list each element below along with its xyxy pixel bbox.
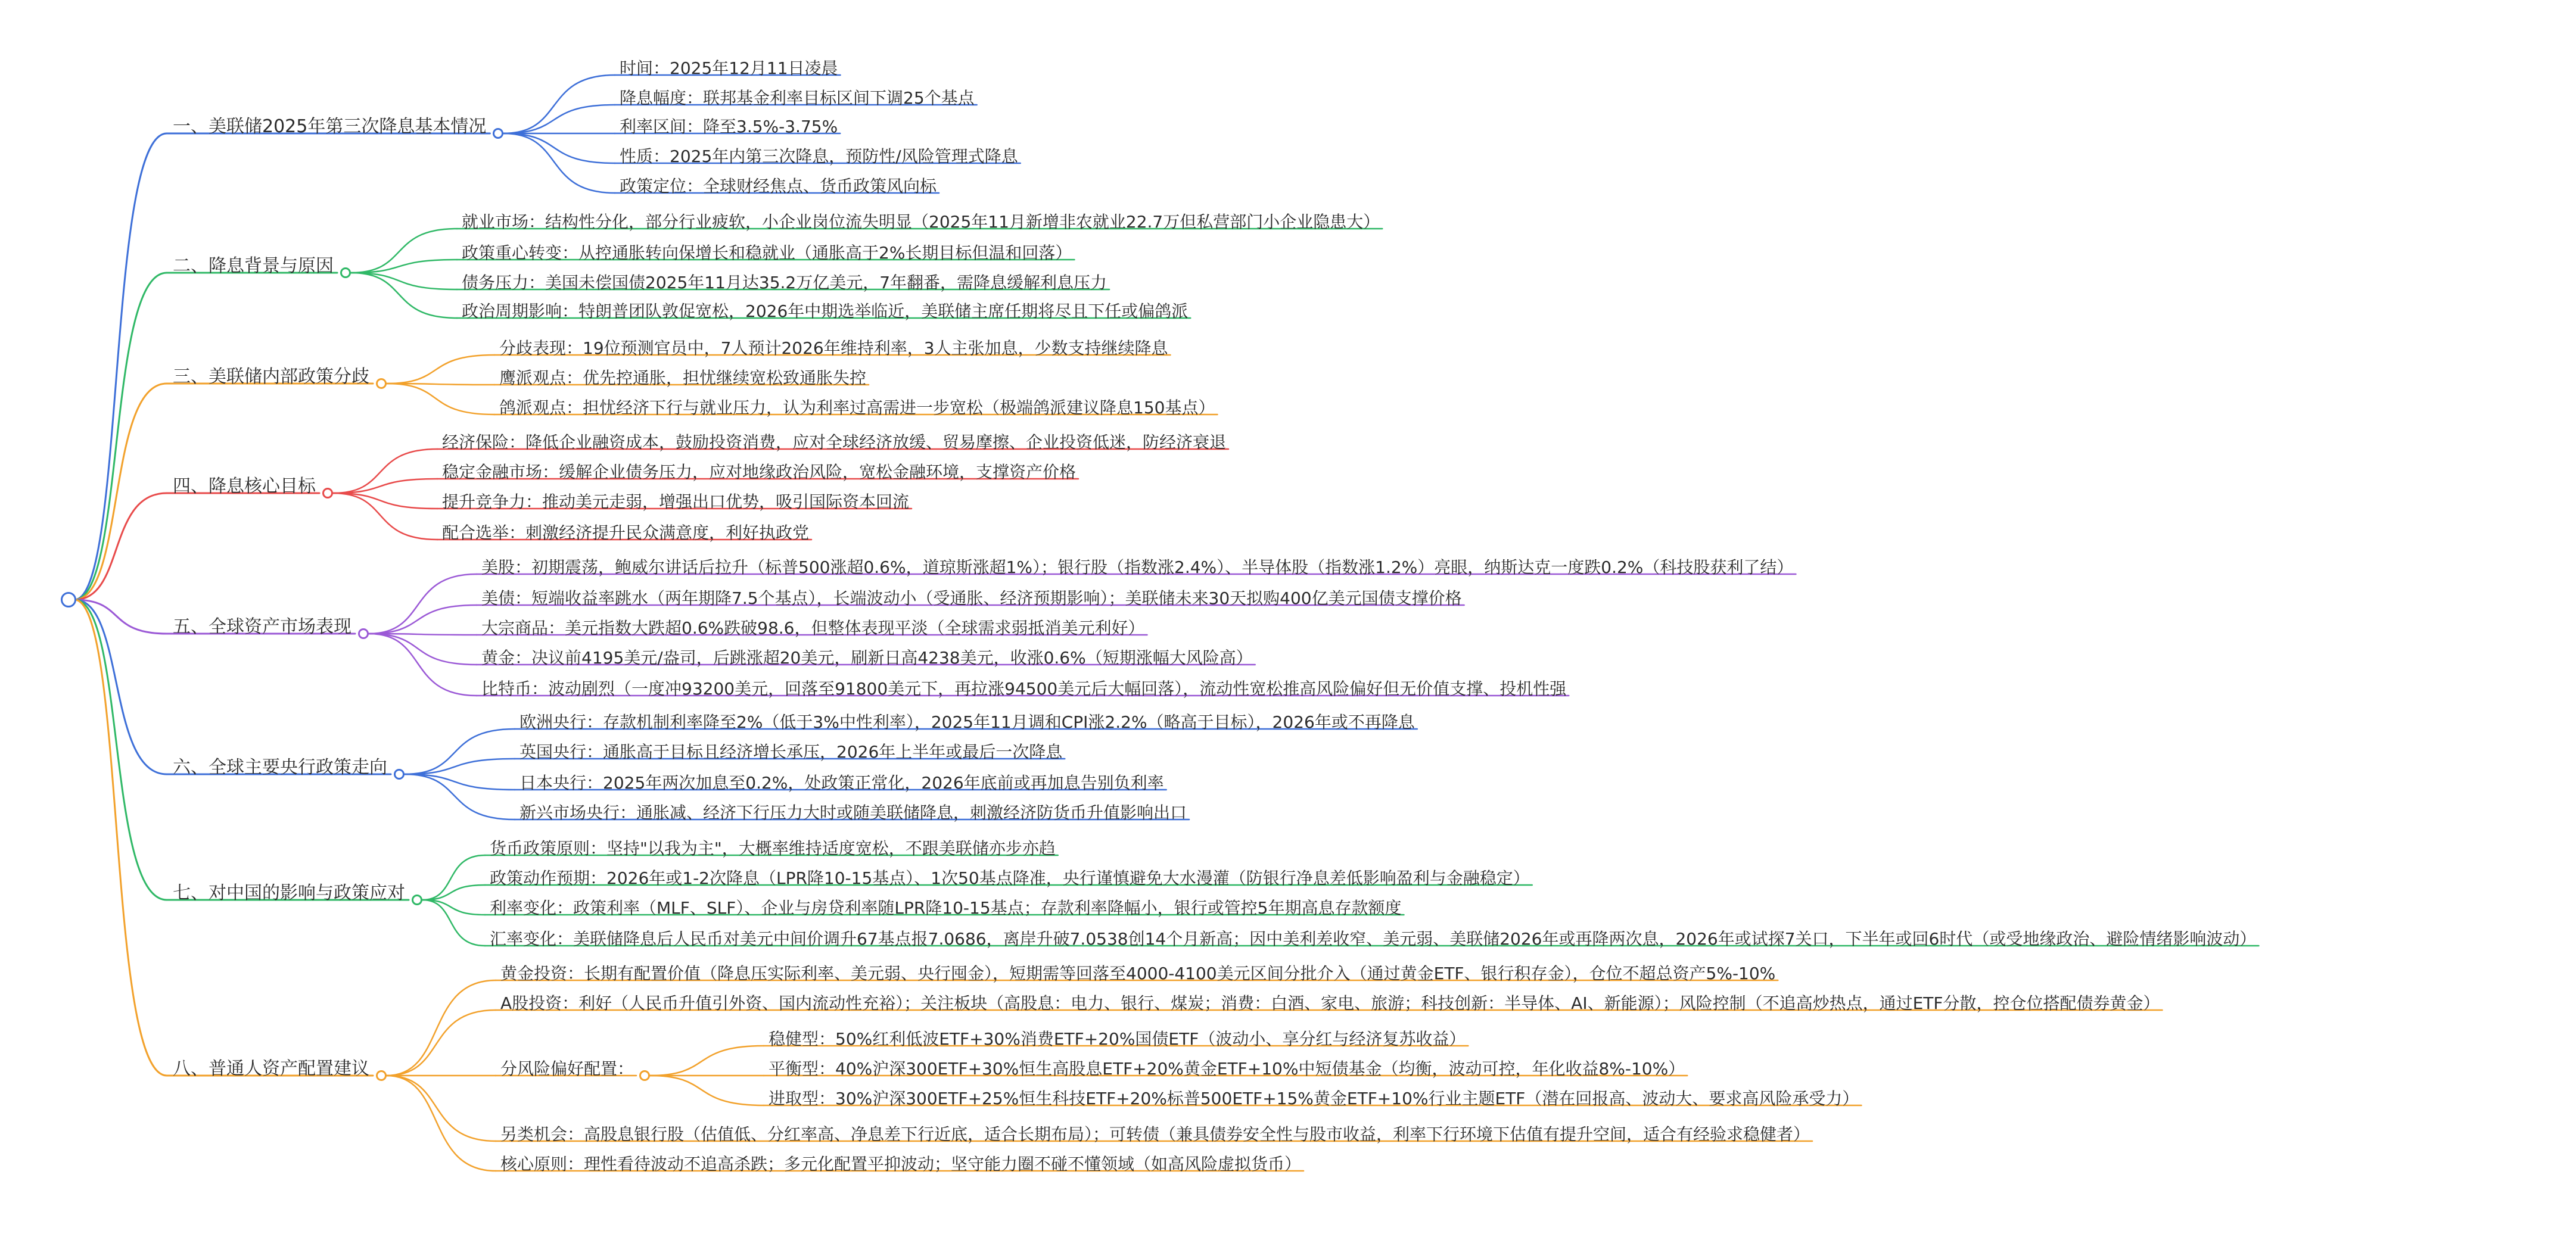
child-node-1-5[interactable] <box>620 176 937 197</box>
branch-node-4-label: 四、降息核心目标 <box>173 476 316 497</box>
branch-collapse-toggle-4[interactable] <box>322 488 333 498</box>
branch-node-3-label: 三、美联储内部政策分歧 <box>173 366 369 387</box>
branch-node-5[interactable] <box>173 617 351 637</box>
child-link-5-4 <box>369 634 477 665</box>
child-link-1-1 <box>503 75 615 133</box>
child-node-4-4[interactable] <box>442 523 809 543</box>
child-node-8-4-label: 另类机会：高股息银行股（估值低、分红率高、净息差下行近底，适合长期布局）；可转债（兼具债券安全性与股市收益，利率下行环境下估值有提升空间，适合有经验求稳健者） <box>500 1124 1810 1144</box>
child-node-1-2[interactable] <box>620 88 975 108</box>
child-node-6-3-label: 日本央行：2025年两次加息至0.2%，处政策正常化，2026年底前或再加息告别负利率 <box>519 773 1164 793</box>
child-link-8-1 <box>387 980 496 1076</box>
child-node-5-5[interactable] <box>481 679 1566 699</box>
branch-collapse-toggle-2[interactable] <box>340 267 351 278</box>
child-node-8-5[interactable] <box>500 1154 1301 1174</box>
branch-node-7[interactable] <box>173 883 405 903</box>
branch-node-8-label: 八、普通人资产配置建议 <box>173 1058 369 1079</box>
child-node-7-3[interactable] <box>490 898 1401 918</box>
branch-link-3 <box>74 384 167 600</box>
child-link-5-2 <box>369 605 477 634</box>
child-node-8-3[interactable] <box>500 1059 634 1079</box>
grandchild-node-1-label: 稳健型：50%红利低波ETF+30%消费ETF+20%国债ETF（波动小、享分红与经济复苏收益） <box>769 1029 1466 1049</box>
child-node-7-4[interactable] <box>490 929 2256 949</box>
branch-link-7 <box>74 600 167 900</box>
child-node-4-2-label: 稳定金融市场：缓解企业债务压力，应对地缘政治风险，宽松金融环境，支撑资产价格 <box>442 462 1077 482</box>
child-node-3-2[interactable] <box>499 368 866 388</box>
child-node-6-1[interactable] <box>519 712 1415 733</box>
child-node-8-3-label: 分风险偏好配置： <box>500 1059 634 1079</box>
child-link-6-3 <box>405 774 515 790</box>
child-node-5-1[interactable] <box>481 557 1793 578</box>
branch-collapse-toggle-7[interactable] <box>412 895 422 905</box>
child-node-5-3[interactable] <box>481 618 1144 638</box>
child-link-2-1 <box>351 229 457 273</box>
child-node-2-3-label: 债务压力：美国未偿国债2025年11月达35.2万亿美元，7年翻番，需降息缓解利息压力 <box>462 273 1107 292</box>
child-node-8-1-label: 黄金投资：长期有配置价值（降息压实际利率、美元弱、央行囤金），短期需等回落至4000-4100美元区间分批介入（通过黄金ETF、银行积存金），仓位不超总资产5%-10% <box>500 964 1776 983</box>
branch-node-8[interactable] <box>173 1059 369 1079</box>
child-link-1-4 <box>503 133 615 163</box>
child-node-2-1[interactable] <box>462 212 1380 232</box>
branch-node-2[interactable] <box>173 256 334 276</box>
child-link-8-5 <box>387 1076 496 1171</box>
child-node-2-3[interactable] <box>462 273 1107 293</box>
child-link-4-1 <box>333 449 437 493</box>
branch-node-7-label: 七、对中国的影响与政策应对 <box>173 883 405 903</box>
child-node-5-2[interactable] <box>481 588 1462 609</box>
child-link-7-4 <box>422 900 485 946</box>
child-node-4-3-label: 提升竞争力：推动美元走弱，增强出口优势，吸引国际资本回流 <box>442 492 910 512</box>
child-node-5-1-label: 美股：初期震荡，鲍威尔讲话后拉升（标普500涨超0.6%，道琼斯涨超1%）；银行股（指数涨2.4%）、半导体股（指数涨1.2%）亮眼，纳斯达克一度跌0.2%（科技股获利了结） <box>481 557 1794 577</box>
child-node-5-4[interactable] <box>481 648 1253 668</box>
child-node-1-3[interactable] <box>620 117 838 137</box>
child-link-6-1 <box>405 729 515 774</box>
branch-node-3[interactable] <box>173 367 369 387</box>
child-link-3-3 <box>387 384 494 415</box>
child-link-6-4 <box>405 774 515 819</box>
child-node-1-5-label: 政策定位：全球财经焦点、货币政策风向标 <box>620 176 937 196</box>
child-node-3-1[interactable] <box>499 338 1168 359</box>
branch-node-2-label: 二、降息背景与原因 <box>173 255 334 276</box>
branch-link-1 <box>74 133 167 600</box>
branch-node-6-label: 六、全球主要央行政策走向 <box>173 757 387 778</box>
child-node-3-3[interactable] <box>499 398 1215 418</box>
branch-collapse-toggle-5[interactable] <box>358 628 369 639</box>
child-node-4-4-label: 配合选举：刺激经济提升民众满意度，利好执政党 <box>442 523 810 543</box>
child-node-8-5-label: 核心原则：理性看待波动不追高杀跌；多元化配置平抑波动；坚守能力圈不碰不懂领域（如高风险虚拟货币） <box>500 1154 1302 1174</box>
child-node-5-5-label: 比特币：波动剧烈（一度冲93200美元，回落至91800美元下，再拉涨94500美元后大幅回落），流动性宽松推高风险偏好但无价值支撑、投机性强 <box>481 679 1567 699</box>
child-link-5-1 <box>369 574 477 634</box>
child-node-1-1-label: 时间：2025年12月11日凌晨 <box>620 58 838 78</box>
root-node[interactable] <box>61 592 76 607</box>
child-node-8-4[interactable] <box>500 1124 1810 1145</box>
child-node-5-4-label: 黄金：决议前4195美元/盎司，后跳涨超20美元，刷新日高4238美元，收涨0.6%（短期涨幅大风险高） <box>481 648 1253 668</box>
branch-node-5-label: 五、全球资产市场表现 <box>173 616 351 637</box>
child-node-3-3-label: 鸽派观点：担忧经济下行与就业压力，认为利率过高需进一步宽松（极端鸽派建议降息150基点） <box>499 398 1215 417</box>
child-link-4-2 <box>333 479 437 493</box>
grandchild-node-3-label: 进取型：30%沪深300ETF+25%恒生科技ETF+20%标普500ETF+15%黄金ETF+10%行业主题ETF（潜在回报高、波动大、要求高风险承受力） <box>769 1089 1859 1108</box>
grandchild-node-1[interactable] <box>769 1029 1466 1049</box>
child-link-7-3 <box>422 900 485 915</box>
child-node-3-1-label: 分歧表现：19位预测官员中，7人预计2026年维持利率，3人主张加息，少数支持继续降息 <box>499 338 1168 358</box>
child-link-2-3 <box>351 273 457 289</box>
child-node-1-4[interactable] <box>620 147 1018 167</box>
branch-node-6[interactable] <box>173 758 387 778</box>
branch-link-8 <box>74 600 167 1076</box>
child-node-8-2-label: A股投资：利好（人民币升值引外资、国内流动性充裕）；关注板块（高股息：电力、银行、煤炭；消费：白酒、家电、旅游；科技创新：半导体、AI、新能源）；风险控制（不追高炒热点，通过ETF分散，控仓位搭配债券黄金） <box>500 993 2160 1013</box>
child-node-5-3-label: 大宗商品：美元指数大跌超0.6%跌破98.6，但整体表现平淡（全球需求弱抵消美元利好） <box>481 618 1145 638</box>
grandchild-node-3[interactable] <box>769 1089 1859 1109</box>
child-node-1-4-label: 性质：2025年内第三次降息，预防性/风险管理式降息 <box>620 147 1018 166</box>
child-node-6-4[interactable] <box>519 803 1187 823</box>
child-link-4-4 <box>333 493 437 540</box>
sub-collapse-toggle[interactable] <box>639 1070 650 1081</box>
branch-node-4[interactable] <box>173 476 316 497</box>
child-node-8-1[interactable] <box>500 964 1775 984</box>
child-link-1-2 <box>503 105 615 133</box>
child-node-6-3[interactable] <box>519 773 1164 793</box>
grandchild-node-2-label: 平衡型：40%沪深300ETF+30%恒生高股息ETF+20%黄金ETF+10%中短债基金（均衡，波动可控，年化收益8%-10%） <box>769 1059 1685 1079</box>
child-node-4-3[interactable] <box>442 492 909 512</box>
child-node-5-2-label: 美债：短端收益率跳水（两年期降7.5个基点），长端波动小（受通胀、经济预期影响）；美联储未来30天拟购400亿美元国债支撑价格 <box>481 588 1462 608</box>
child-link-4-3 <box>333 493 437 509</box>
child-node-2-4[interactable] <box>462 301 1188 322</box>
child-node-2-4-label: 政治周期影响：特朗普团队敦促宽松，2026年中期选举临近，美联储主席任期将尽且下任或偏鸽派 <box>462 301 1189 321</box>
child-node-1-1[interactable] <box>620 58 838 79</box>
child-node-4-1[interactable] <box>442 432 1226 453</box>
child-link-6-2 <box>405 759 515 774</box>
child-node-7-1-label: 货币政策原则：坚持"以我为主"，大概率维持适度宽松，不跟美联储亦步亦趋 <box>490 839 1056 858</box>
child-link-7-1 <box>422 855 485 900</box>
child-node-6-1-label: 欧洲央行：存款机制利率降至2%（低于3%中性利率），2025年11月调和CPI涨2.2%（略高于目标），2026年或不再降息 <box>519 712 1415 732</box>
branch-link-6 <box>74 600 167 774</box>
child-node-3-2-label: 鹰派观点：优先控通胀，担忧继续宽松致通胀失控 <box>499 368 867 388</box>
child-link-2-4 <box>351 273 457 318</box>
child-node-6-2-label: 英国央行：通胀高于目标且经济增长承压，2026年上半年或最后一次降息 <box>519 742 1063 762</box>
branch-node-1[interactable] <box>173 117 486 137</box>
child-link-7-2 <box>422 885 485 900</box>
child-node-2-1-label: 就业市场：结构性分化，部分行业疲软，小企业岗位流失明显（2025年11月新增非农就业22.7万但私营部门小企业隐患大） <box>462 212 1380 232</box>
branch-collapse-toggle-6[interactable] <box>394 769 405 780</box>
child-node-7-4-label: 汇率变化：美联储降息后人民币对美元中间价调升67基点报7.0686，离岸升破7.0538创14个月新高；因中美利差收窄、美元弱、美联储2026年或再降两次息，2026年或试探7关口，下半年或回6时代（或受地缘政治、避险情绪影响波动） <box>490 929 2257 949</box>
child-node-6-4-label: 新兴市场央行：通胀减、经济下行压力大时或随美联储降息，刺激经济防货币升值影响出口 <box>519 803 1187 822</box>
grandchild-link-3 <box>650 1076 764 1105</box>
grandchild-link-1 <box>650 1046 764 1076</box>
branch-collapse-toggle-8[interactable] <box>376 1070 387 1081</box>
grandchild-node-2[interactable] <box>769 1059 1685 1079</box>
child-node-7-3-label: 利率变化：政策利率（MLF、SLF）、企业与房贷利率随LPR降10-15基点；存款利率降幅小，银行或管控5年期高息存款额度 <box>490 898 1402 918</box>
child-node-4-1-label: 经济保险：降低企业融资成本，鼓励投资消费，应对全球经济放缓、贸易摩擦、企业投资低迷，防经济衰退 <box>442 432 1227 452</box>
child-node-6-2[interactable] <box>519 742 1062 762</box>
child-node-2-2-label: 政策重心转变：从控通胀转向保增长和稳就业（通胀高于2%长期目标但温和回落） <box>462 243 1072 263</box>
child-link-3-1 <box>387 355 494 384</box>
child-node-7-2-label: 政策动作预期：2026年或1-2次降息（LPR降10-15基点）、1次50基点降准，央行谨慎避免大水漫灌（防银行净息差低影响盈利与金融稳定） <box>490 868 1530 888</box>
child-node-4-2[interactable] <box>442 462 1076 482</box>
child-node-1-2-label: 降息幅度：联邦基金利率目标区间下调25个基点 <box>620 88 975 108</box>
branch-node-1-label: 一、美联储2025年第三次降息基本情况 <box>173 116 487 137</box>
child-node-1-3-label: 利率区间：降至3.5%-3.75% <box>620 117 838 136</box>
child-node-7-1[interactable] <box>490 839 1056 859</box>
branch-collapse-toggle-3[interactable] <box>376 378 387 389</box>
child-node-8-2[interactable] <box>500 993 2160 1014</box>
child-node-7-2[interactable] <box>490 868 1530 889</box>
child-node-2-2[interactable] <box>462 243 1072 263</box>
